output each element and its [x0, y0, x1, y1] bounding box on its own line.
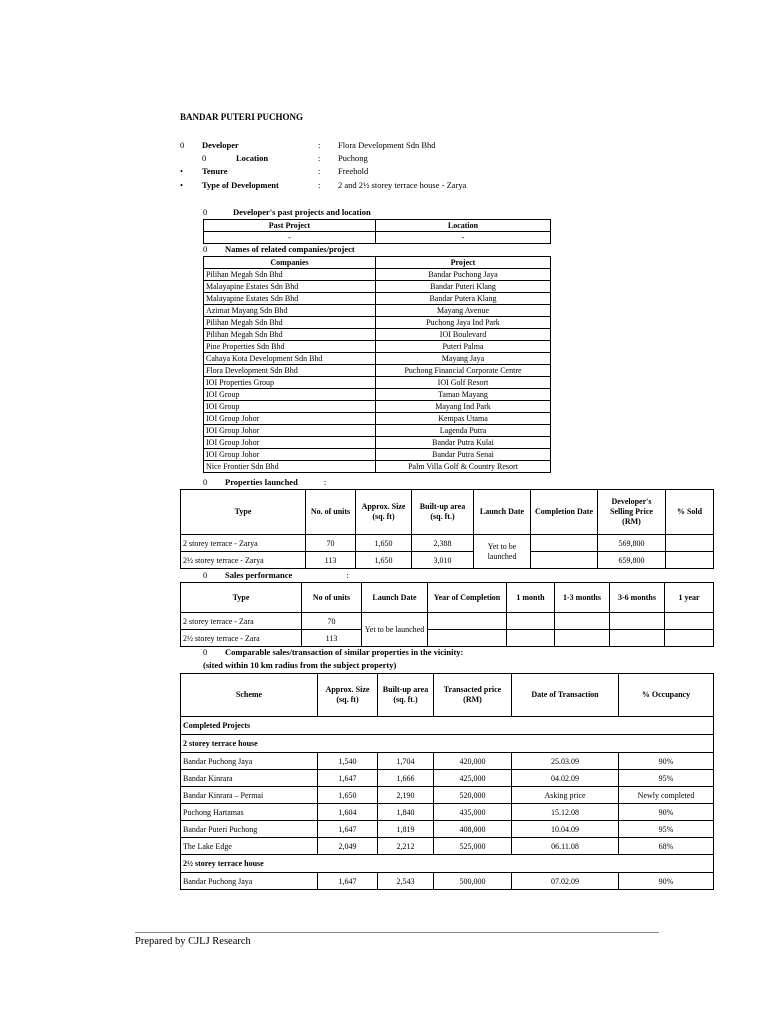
section-marker: 0 [203, 647, 208, 657]
column-header: Developer's Selling Price (RM) [598, 490, 666, 535]
column-header: Location [376, 220, 551, 232]
company-cell: Flora Development Sdn Bhd [204, 365, 376, 377]
table-row [204, 329, 551, 341]
table-header-row [181, 490, 714, 535]
company-cell: IOI Group [204, 401, 376, 413]
table-row [204, 317, 551, 329]
column-header: Type [181, 490, 306, 535]
company-cell: IOI Group Johor [204, 449, 376, 461]
table-header-row [181, 674, 714, 717]
table-cell: Puchong Hartamas [181, 804, 318, 821]
project-cell: Puchong Jaya Ind Park [376, 317, 551, 329]
info-marker: 0 [180, 140, 185, 150]
table-cell [665, 613, 714, 630]
project-cell: Palm Villa Golf & Country Resort [376, 461, 551, 473]
project-cell: Bandar Puchong Jaya [376, 269, 551, 281]
company-cell: Malayapine Estates Sdn Bhd [204, 281, 376, 293]
info-value: Flora Development Sdn Bhd [338, 140, 436, 150]
table-row [204, 377, 551, 389]
table-cell: 2,212 [378, 838, 434, 855]
table-cell [610, 613, 665, 630]
table-row [204, 305, 551, 317]
column-header: Companies [204, 257, 376, 269]
company-cell: IOI Group Johor [204, 413, 376, 425]
table-cell: 04.02.09 [512, 770, 619, 787]
table-cell: 569,800 [598, 535, 666, 552]
info-value: Freehold [338, 166, 369, 176]
table-cell [531, 535, 598, 552]
project-cell: Puteri Palma [376, 341, 551, 353]
table-cell: 2 storey terrace - Zarya [181, 535, 306, 552]
company-cell: Nice Frontier Sdn Bhd [204, 461, 376, 473]
table-cell: 520,000 [434, 787, 512, 804]
info-marker: 0 [202, 153, 207, 163]
section-marker: 0 [203, 207, 208, 217]
table-row [204, 365, 551, 377]
section-marker: 0 [203, 244, 208, 254]
column-header: No. of units [306, 490, 356, 535]
table-row [181, 873, 714, 890]
project-cell: Mayang Ind Park [376, 401, 551, 413]
company-cell: Cahaya Kota Development Sdn Bhd [204, 353, 376, 365]
table-row [204, 281, 551, 293]
company-cell: IOI Properties Group [204, 377, 376, 389]
group-row [181, 855, 714, 873]
column-header: Project [376, 257, 551, 269]
past-projects-table [203, 219, 551, 244]
table-cell: 1,840 [378, 804, 434, 821]
section-row [181, 717, 714, 735]
column-header: Transacted price (RM) [434, 674, 512, 717]
page-title: BANDAR PUTERI PUCHONG [180, 112, 304, 122]
column-header: Built-up area (sq. ft.) [378, 674, 434, 717]
table-cell: 95% [619, 821, 714, 838]
table-row [204, 353, 551, 365]
table-cell: 2½ storey terrace - Zarya [181, 552, 306, 569]
table-cell: 70 [306, 535, 356, 552]
table-header-row [204, 257, 551, 269]
table-cell: 90% [619, 804, 714, 821]
company-cell: Pilihan Megah Sdn Bhd [204, 329, 376, 341]
related-companies-heading [203, 244, 355, 254]
table-cell: 1,650 [318, 787, 378, 804]
project-cell: Taman Mayang [376, 389, 551, 401]
table-row [204, 437, 551, 449]
table-row [204, 232, 551, 244]
project-cell: Puchong Financial Corporate Centre [376, 365, 551, 377]
table-cell [555, 613, 610, 630]
table-cell: 113 [306, 552, 356, 569]
table-cell: 1,540 [318, 753, 378, 770]
table-cell: 3,010 [412, 552, 474, 569]
column-header: 3-6 months [610, 583, 665, 613]
table-cell: 1,647 [318, 821, 378, 838]
column-header: Date of Transaction [512, 674, 619, 717]
company-cell: Malayapine Estates Sdn Bhd [204, 293, 376, 305]
column-header: 1-3 months [555, 583, 610, 613]
group-label: 2 storey terrace house [181, 735, 714, 753]
table-cell: 10.04.09 [512, 821, 619, 838]
info-marker: • [180, 180, 183, 190]
company-cell: Azimat Mayang Sdn Bhd [204, 305, 376, 317]
footer-text: Prepared by CJLJ Research [135, 936, 251, 947]
table-cell: Bandar Puchong Jaya [181, 873, 318, 890]
table-row [204, 425, 551, 437]
table-cell: 525,000 [434, 838, 512, 855]
table-cell: 500,000 [434, 873, 512, 890]
table-cell: 07.02.09 [512, 873, 619, 890]
table-cell: The Lake Edge [181, 838, 318, 855]
table-cell: 1,704 [378, 753, 434, 770]
footer-divider [135, 932, 659, 933]
table-cell: 2,049 [318, 838, 378, 855]
column-header: Built-up area (sq. ft.) [412, 490, 474, 535]
table-cell: 1,666 [378, 770, 434, 787]
table-cell: 68% [619, 838, 714, 855]
section-heading-text: Names of related companies/project [225, 244, 355, 254]
table-row [204, 449, 551, 461]
column-header: No of units [302, 583, 362, 613]
table-cell: 1,647 [318, 770, 378, 787]
company-cell: Pine Properties Sdn Bhd [204, 341, 376, 353]
info-label: Developer [202, 140, 239, 150]
table-cell: 435,000 [434, 804, 512, 821]
group-label: 2½ storey terrace house [181, 855, 714, 873]
table-cell [428, 613, 507, 630]
table-row [204, 341, 551, 353]
info-marker: • [180, 166, 183, 176]
table-cell [666, 535, 714, 552]
table-cell: 1,650 [356, 535, 412, 552]
table-cell: Bandar Kinrara [181, 770, 318, 787]
column-header: Launch Date [362, 583, 428, 613]
table-row [204, 401, 551, 413]
section-heading-text: Comparable sales/transaction of similar properties in the vicinity: [225, 647, 464, 657]
section-colon: : [346, 570, 349, 580]
sales-performance-heading [203, 570, 349, 580]
table-cell: 420,000 [434, 753, 512, 770]
project-cell: IOI Golf Resort [376, 377, 551, 389]
table-cell: Newly completed [619, 787, 714, 804]
table-cell: Bandar Puteri Puchong [181, 821, 318, 838]
column-header: Completion Date [531, 490, 598, 535]
table-row [204, 461, 551, 473]
column-header: % Occupancy [619, 674, 714, 717]
table-row [204, 389, 551, 401]
table-cell: - [376, 232, 551, 244]
company-cell: Pilihan Megah Sdn Bhd [204, 269, 376, 281]
table-cell: 408,000 [434, 821, 512, 838]
info-label: Tenure [202, 166, 228, 176]
past-projects-heading [203, 207, 371, 217]
table-row [181, 613, 714, 630]
sales-performance-table [180, 582, 714, 647]
project-cell: Mayang Jaya [376, 353, 551, 365]
table-cell [666, 552, 714, 569]
related-companies-table [203, 256, 551, 473]
table-cell: 2,543 [378, 873, 434, 890]
column-header: Approx. Size (sq. ft) [356, 490, 412, 535]
table-cell: 2,190 [378, 787, 434, 804]
table-cell [507, 613, 555, 630]
info-value: Puchong [338, 153, 368, 163]
table-cell [531, 552, 598, 569]
table-cell: 1,604 [318, 804, 378, 821]
table-row [204, 293, 551, 305]
project-cell: Bandar Putra Senai [376, 449, 551, 461]
table-cell: 15.12.08 [512, 804, 619, 821]
launch-date-cell: Yet to be launched [362, 613, 428, 647]
table-cell: 425,000 [434, 770, 512, 787]
info-colon: : [318, 166, 321, 176]
table-cell: Asking price [512, 787, 619, 804]
project-cell: Bandar Puteri Klang [376, 281, 551, 293]
project-cell: Bandar Putera Klang [376, 293, 551, 305]
comparable-subheading: (sited within 10 km radius from the subject property) [203, 660, 397, 670]
table-cell: 2½ storey terrace - Zara [181, 630, 302, 647]
project-cell: Bandar Putra Kulai [376, 437, 551, 449]
column-header: Scheme [181, 674, 318, 717]
section-marker: 0 [203, 570, 208, 580]
company-cell: IOI Group Johor [204, 425, 376, 437]
table-header-row [204, 220, 551, 232]
table-cell: 06.11.08 [512, 838, 619, 855]
table-row [181, 770, 714, 787]
column-header: Year of Completion [428, 583, 507, 613]
table-header-row [181, 583, 714, 613]
table-cell: Bandar Kinrara – Permai [181, 787, 318, 804]
info-colon: : [318, 180, 321, 190]
table-cell [610, 630, 665, 647]
comparable-table [180, 673, 714, 890]
table-row [181, 753, 714, 770]
project-cell: Mayang Avenue [376, 305, 551, 317]
column-header: Past Project [204, 220, 376, 232]
info-label: Type of Development [202, 180, 279, 190]
table-cell [665, 630, 714, 647]
column-header: Approx. Size (sq. ft) [318, 674, 378, 717]
table-cell: 90% [619, 873, 714, 890]
section-heading-text: Properties launched [225, 477, 298, 487]
company-cell: IOI Group [204, 389, 376, 401]
table-row [181, 552, 714, 569]
column-header: Launch Date [474, 490, 531, 535]
section-marker: 0 [203, 477, 208, 487]
table-cell: 113 [302, 630, 362, 647]
table-cell: - [204, 232, 376, 244]
table-cell [507, 630, 555, 647]
table-row [204, 269, 551, 281]
comparable-heading [203, 647, 463, 657]
section-heading-text: Sales performance [225, 570, 293, 580]
launch-date-cell: Yet to be launched [474, 535, 531, 569]
section-label: Completed Projects [181, 717, 714, 735]
table-cell: 90% [619, 753, 714, 770]
table-row [181, 804, 714, 821]
project-cell: Kempas Utama [376, 413, 551, 425]
table-row [181, 838, 714, 855]
table-cell: 1,650 [356, 552, 412, 569]
table-cell: 70 [302, 613, 362, 630]
table-cell [555, 630, 610, 647]
company-cell: Pilihan Megah Sdn Bhd [204, 317, 376, 329]
table-cell: 659,800 [598, 552, 666, 569]
column-header: Type [181, 583, 302, 613]
table-row [181, 535, 714, 552]
info-value: 2 and 2½ storey terrace house - Zarya [338, 180, 467, 190]
table-cell: 95% [619, 770, 714, 787]
table-cell: 2,388 [412, 535, 474, 552]
project-cell: IOI Boulevard [376, 329, 551, 341]
properties-launched-heading [203, 477, 326, 487]
table-cell: 2 storey terrace - Zara [181, 613, 302, 630]
info-label: Location [236, 153, 269, 163]
column-header: % Sold [666, 490, 714, 535]
info-colon: : [318, 153, 321, 163]
group-row [181, 735, 714, 753]
section-colon: : [323, 477, 327, 487]
info-colon: : [318, 140, 321, 150]
table-row [181, 630, 714, 647]
table-row [181, 787, 714, 804]
properties-launched-table [180, 489, 714, 569]
column-header: 1 year [665, 583, 714, 613]
table-cell: Bandar Puchong Jaya [181, 753, 318, 770]
table-cell: 25.03.09 [512, 753, 619, 770]
table-cell: 1,647 [318, 873, 378, 890]
table-cell: 1,819 [378, 821, 434, 838]
section-heading-text: Developer's past projects and location [233, 207, 371, 217]
column-header: 1 month [507, 583, 555, 613]
company-cell: IOI Group Johor [204, 437, 376, 449]
project-cell: Lagenda Putra [376, 425, 551, 437]
table-row [204, 413, 551, 425]
table-row [181, 821, 714, 838]
table-cell [428, 630, 507, 647]
